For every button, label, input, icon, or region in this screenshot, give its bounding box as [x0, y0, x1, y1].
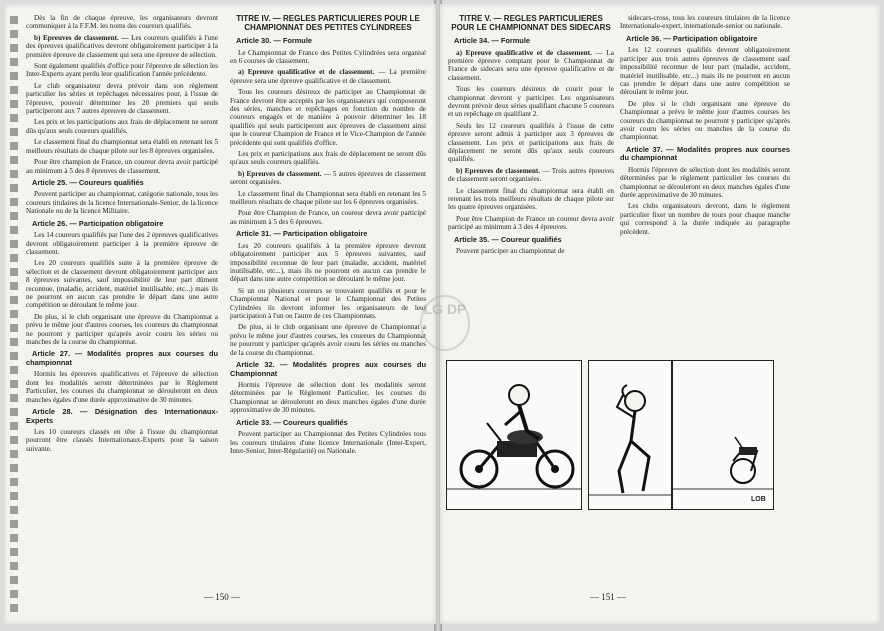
title-iv-heading: TITRE IV. — REGLES PARTICULIERES POUR LE CHAMPIONNAT DES PETITES CYLINDREES [236, 14, 420, 32]
paragraph [448, 49, 614, 83]
right-page [440, 4, 880, 624]
paragraph: Les prix et participations aux frais de déplacement ne seront dûs qu'aux seuls coureurs qualifiés. [230, 149, 426, 167]
subheading: a) Epreuve qualificative et de classement. [238, 68, 375, 77]
paragraph: Le classement final du championnat sera établi en retenant les trois meilleurs résultats de chaque pilote sur les quatre épreuves organisées. [448, 186, 614, 212]
subheading: a) Epreuve qualificative et de classement. [456, 48, 592, 57]
library-stamp: LG DP [420, 295, 470, 351]
paragraph: De plus si le club organisant une épreuve du Championnat a prévu le même jour d'autres courses les coureurs du championnat ne pourront y participer qu'après avoir couru les séries ou manches de la course du championnat. [620, 99, 790, 142]
article-27-heading: Article 27. — Modalités propres aux courses du championnat [26, 349, 218, 367]
paragraph-text: — Trois autres épreuves de classement seront organisées. [448, 166, 614, 184]
left-page [4, 4, 436, 624]
paragraph: Le classement final du Championnat sera établi en retenant les 5 meilleurs résultats de chaque pilote sur les 6 épreuves organisées. [230, 189, 426, 206]
cartoon-panel-2 [588, 360, 672, 510]
paragraph: sidecars-cross, tous les coureurs titulaires de la licence Internationale-expert, internationale-senior ou nationale. [620, 14, 790, 31]
left-page-column-1 [26, 14, 218, 574]
paragraph [230, 68, 426, 85]
paragraph: Peuvent participer au championnat, catégorie nationale, tous les coureurs titulaires de la licence Internationale-Senior, de la licence Nationale ou de la licence Militaire. [26, 190, 218, 216]
subheading: b) Epreuves de classement. [238, 169, 322, 178]
paragraph [448, 167, 614, 184]
paragraph: De plus, si le club organisant une épreuve de Championnat a prévu le même jour d'autres courses, les coureurs du Championnat ne pourront y participer qu'après avoir couru les séries ou manches de la course du championnat. [230, 323, 426, 357]
paragraph: Sont également qualifiés d'office pour l'épreuve de sélection les Inter-Experts ayant perdu leur qualification l'année précédente. [26, 62, 218, 79]
article-30-heading: Article 30. — Formule [236, 36, 312, 45]
parked-motorcycle-illustration [673, 361, 773, 509]
paragraph-text: Les coureurs qualifiés à l'une des épreuves qualificatives devront obligatoirement participer à la première épreuve de classement qui sera une épreuve de sélection. [26, 33, 218, 59]
article-37-heading: Article 37. — Modalités propres aux courses du championnat [620, 144, 790, 163]
right-page-column-1 [448, 14, 614, 354]
paragraph: Tous les coureurs désireux de participer au Championnat de France devront être acceptés par les organisateurs qui composeront des séries, manches et repêchages en fonction du nombre de coureurs engagés et de manière à pouvoir déterminer les 18 qualifiés qui seuls participeront aux épreuves de classement ainsi que le coureur Champion de France et le Vice-Champion de l'année précédente qui sont qualifiés d'office. [230, 88, 426, 147]
subheading: b) Epreuves de classement. — [34, 33, 129, 42]
title-v-heading: TITRE V. — REGLES PARTICULIERES POUR LE CHAMPIONNAT DES SIDECARS [451, 14, 611, 32]
page-number: — 151 — [590, 592, 626, 602]
paragraph: Si un ou plusieurs coureurs se trouvaient qualifiés et pour le Championnat National et pour le Championnat des Petites Cylindrées ils devront informer les organisateurs de leur participation à l'un ou l'autre de ces Championnats. [230, 286, 426, 320]
paragraph-text: — La première épreuve sera une épreuve qualificative et de classement. [230, 68, 426, 85]
paragraph: Dès la fin de chaque épreuve, les organisateurs devront communiquer à la F.F.M. les noms des coureurs qualifiés. [26, 14, 218, 31]
paragraph: Tous les coureurs désireux de courir pour le championnat devront y participer. Les organisateurs devront prévoir deux séries qualifiant chacune 5 coureurs et un repêchage en qualifiant 2. [448, 85, 614, 119]
paragraph: Les 14 coureurs qualifiés par l'une des 2 épreuves qualificatives devront obligatoirement participer à la première épreuve de classement. [26, 231, 218, 256]
paragraph: Le classement final du championnat sera établi en retenant les 5 meilleurs résultats de chaque pilote sur les 8 épreuves organisées. [26, 138, 218, 155]
article-34-heading: Article 34. — Formule [454, 36, 530, 45]
paragraph: Les 12 coureurs qualifiés devront obligatoirement participer aux trois autres épreuves de classement sauf impossibilité reconnue de leur part (maladie, accident, matériel inutilisable, etc...) mais ils ne pourront en aucun cas prendre le départ dans une autre compétition se déroulant le même jour. [620, 46, 790, 97]
right-page-column-2 [620, 14, 790, 354]
paragraph: Peuvent participer au championnat de [456, 247, 565, 256]
spiral-binding [10, 16, 18, 616]
motorcycle-rider-illustration [447, 361, 581, 509]
article-32-heading: Article 32. — Modalités propres aux courses du Championnat [230, 360, 426, 378]
paragraph-text: — La première épreuve comptant pour le Championnat de France de sidecars sera une épreuve qualificative et de classement. [448, 48, 614, 82]
paragraph: Hormis les épreuves qualificatives et l'épreuve de sélection dont les modalités seront déterminées par le Règlement Particulier, les courses du championnat se dérouleront en deux manches égales d'une durée approximative de 30 minutes. [26, 370, 218, 404]
paragraph: Peuvent participer au Championnat des Petites Cylindrées tous les coureurs titulaires d'une licence Internationale (Inter-Expert, Inter-Senior, Inter-Régularité) ou Nationale. [230, 430, 426, 455]
article-31-heading: Article 31. — Participation obligatoire [236, 229, 368, 239]
paragraph: De plus, si le club organisant une épreuve du Championnat a prévu le même jour d'autres courses, les coureurs du championnat ne pourront y participer qu'après avoir couru les séries ou manches de la course du championnat. [26, 312, 218, 346]
paragraph: Le club organisateur devra prévoir dans son règlement particulier les séries et repêchages nécessaires pour, à l'issue de l'épreuve, pouvoir déterminer les 20 premiers qui seuls participeront aux 7 autres épreuves de classement. [26, 81, 218, 116]
article-25-heading: Article 25. — Coureurs qualifiés [32, 177, 144, 187]
subheading: b) Epreuves de classement. [456, 166, 541, 175]
cartoon-signature: LOB [751, 496, 766, 503]
paragraph: Seuls les 12 coureurs qualifiés à l'issue de cette épreuve seront admis à participer aux 3 épreuves de classement. Les prix et participations aux frais de déplacement ne seront dûs qu'aux seuls coureurs qualifiés. [448, 121, 614, 164]
paragraph: Le Championnat de France des Petites Cylindrées sera organisé en 6 courses de classement. [230, 48, 426, 65]
article-33-heading: Article 33. — Coureurs qualifiés [236, 417, 348, 427]
woman-figure-illustration [589, 361, 671, 509]
paragraph [230, 170, 426, 187]
article-26-heading: Article 26. — Participation obligatoire [32, 218, 164, 228]
left-page-column-2 [230, 14, 426, 574]
cartoon-panel-1 [446, 360, 582, 510]
paragraph: Les 20 coureurs qualifiés suite à la première épreuve de sélection et de classement devront obligatoirement participer aux 8 épreuves suivantes, sauf impossibilité de leur part dûment reconnue, (maladie, accident, matériel inutilisable, etc...) mais ils ne pourront en aucun cas prendre le départ dans une autre compétition se déroulant le même jour. [26, 259, 218, 310]
paragraph: Les clubs organisateurs devront, dans le règlement particulier fixer un nombre de tours pour chaque manche qui correspond à la durée indiquée au paragraphe précédent. [620, 202, 790, 236]
paragraph [26, 34, 218, 59]
paragraph: Pour être Champion de France, un coureur devra avoir participé au minimum à 5 des 6 épreuves. [230, 209, 426, 226]
paragraph: Les 20 coureurs qualifiés à la première épreuve devront obligatoirement participer aux 5 épreuves suivantes, sauf impossibilité reconnue de leur part (maladie, accident, matériel inutilisable, etc...), mais ils ne pourront en aucun cas prendre le départ dans une autre compétition se déroulant le même jour. [230, 241, 426, 284]
article-28-heading: Article 28. — Désignation des Internationaux-Experts [26, 407, 218, 425]
paragraph: Pour être Champion de France un coureur devra avoir participé au minimum à 3 des 4 épreuves. [448, 214, 614, 232]
page-number: — 150 — [204, 592, 240, 602]
paragraph: Les 10 coureurs classés en tête à l'issue du championnat pourront être classés Internationaux-Experts pour la saison suivante. [26, 428, 218, 453]
article-36-heading: Article 36. — Participation obligatoire [626, 33, 758, 43]
paragraph: Pour être champion de France, un coureur devra avoir participé au minimum à 5 des 8 épreuves de classement. [26, 158, 218, 175]
paragraph-text: — 5 autres épreuves de classement seront organisées. [230, 169, 426, 187]
paragraph: Les prix et les participations aux frais de déplacement ne seront dûs qu'aux seuls coureurs qualifiés. [26, 118, 218, 135]
article-35-heading: Article 35. — Coureur qualifiés [454, 234, 562, 244]
cartoon-panel-3 [672, 360, 774, 510]
paragraph: Hormis l'épreuve de sélection dont les modalités seront déterminées par le règlement particulier les courses du championnat se dérouleront en deux manches égales d'une durée approximative de 30 minutes. [620, 165, 790, 199]
paragraph: Hormis l'épreuve de sélection dont les modalités seront déterminées par le Règlement Particulier, les courses du Championnat se dérouleront en deux manches égales d'une durée approximative de 30 minutes. [230, 381, 426, 415]
